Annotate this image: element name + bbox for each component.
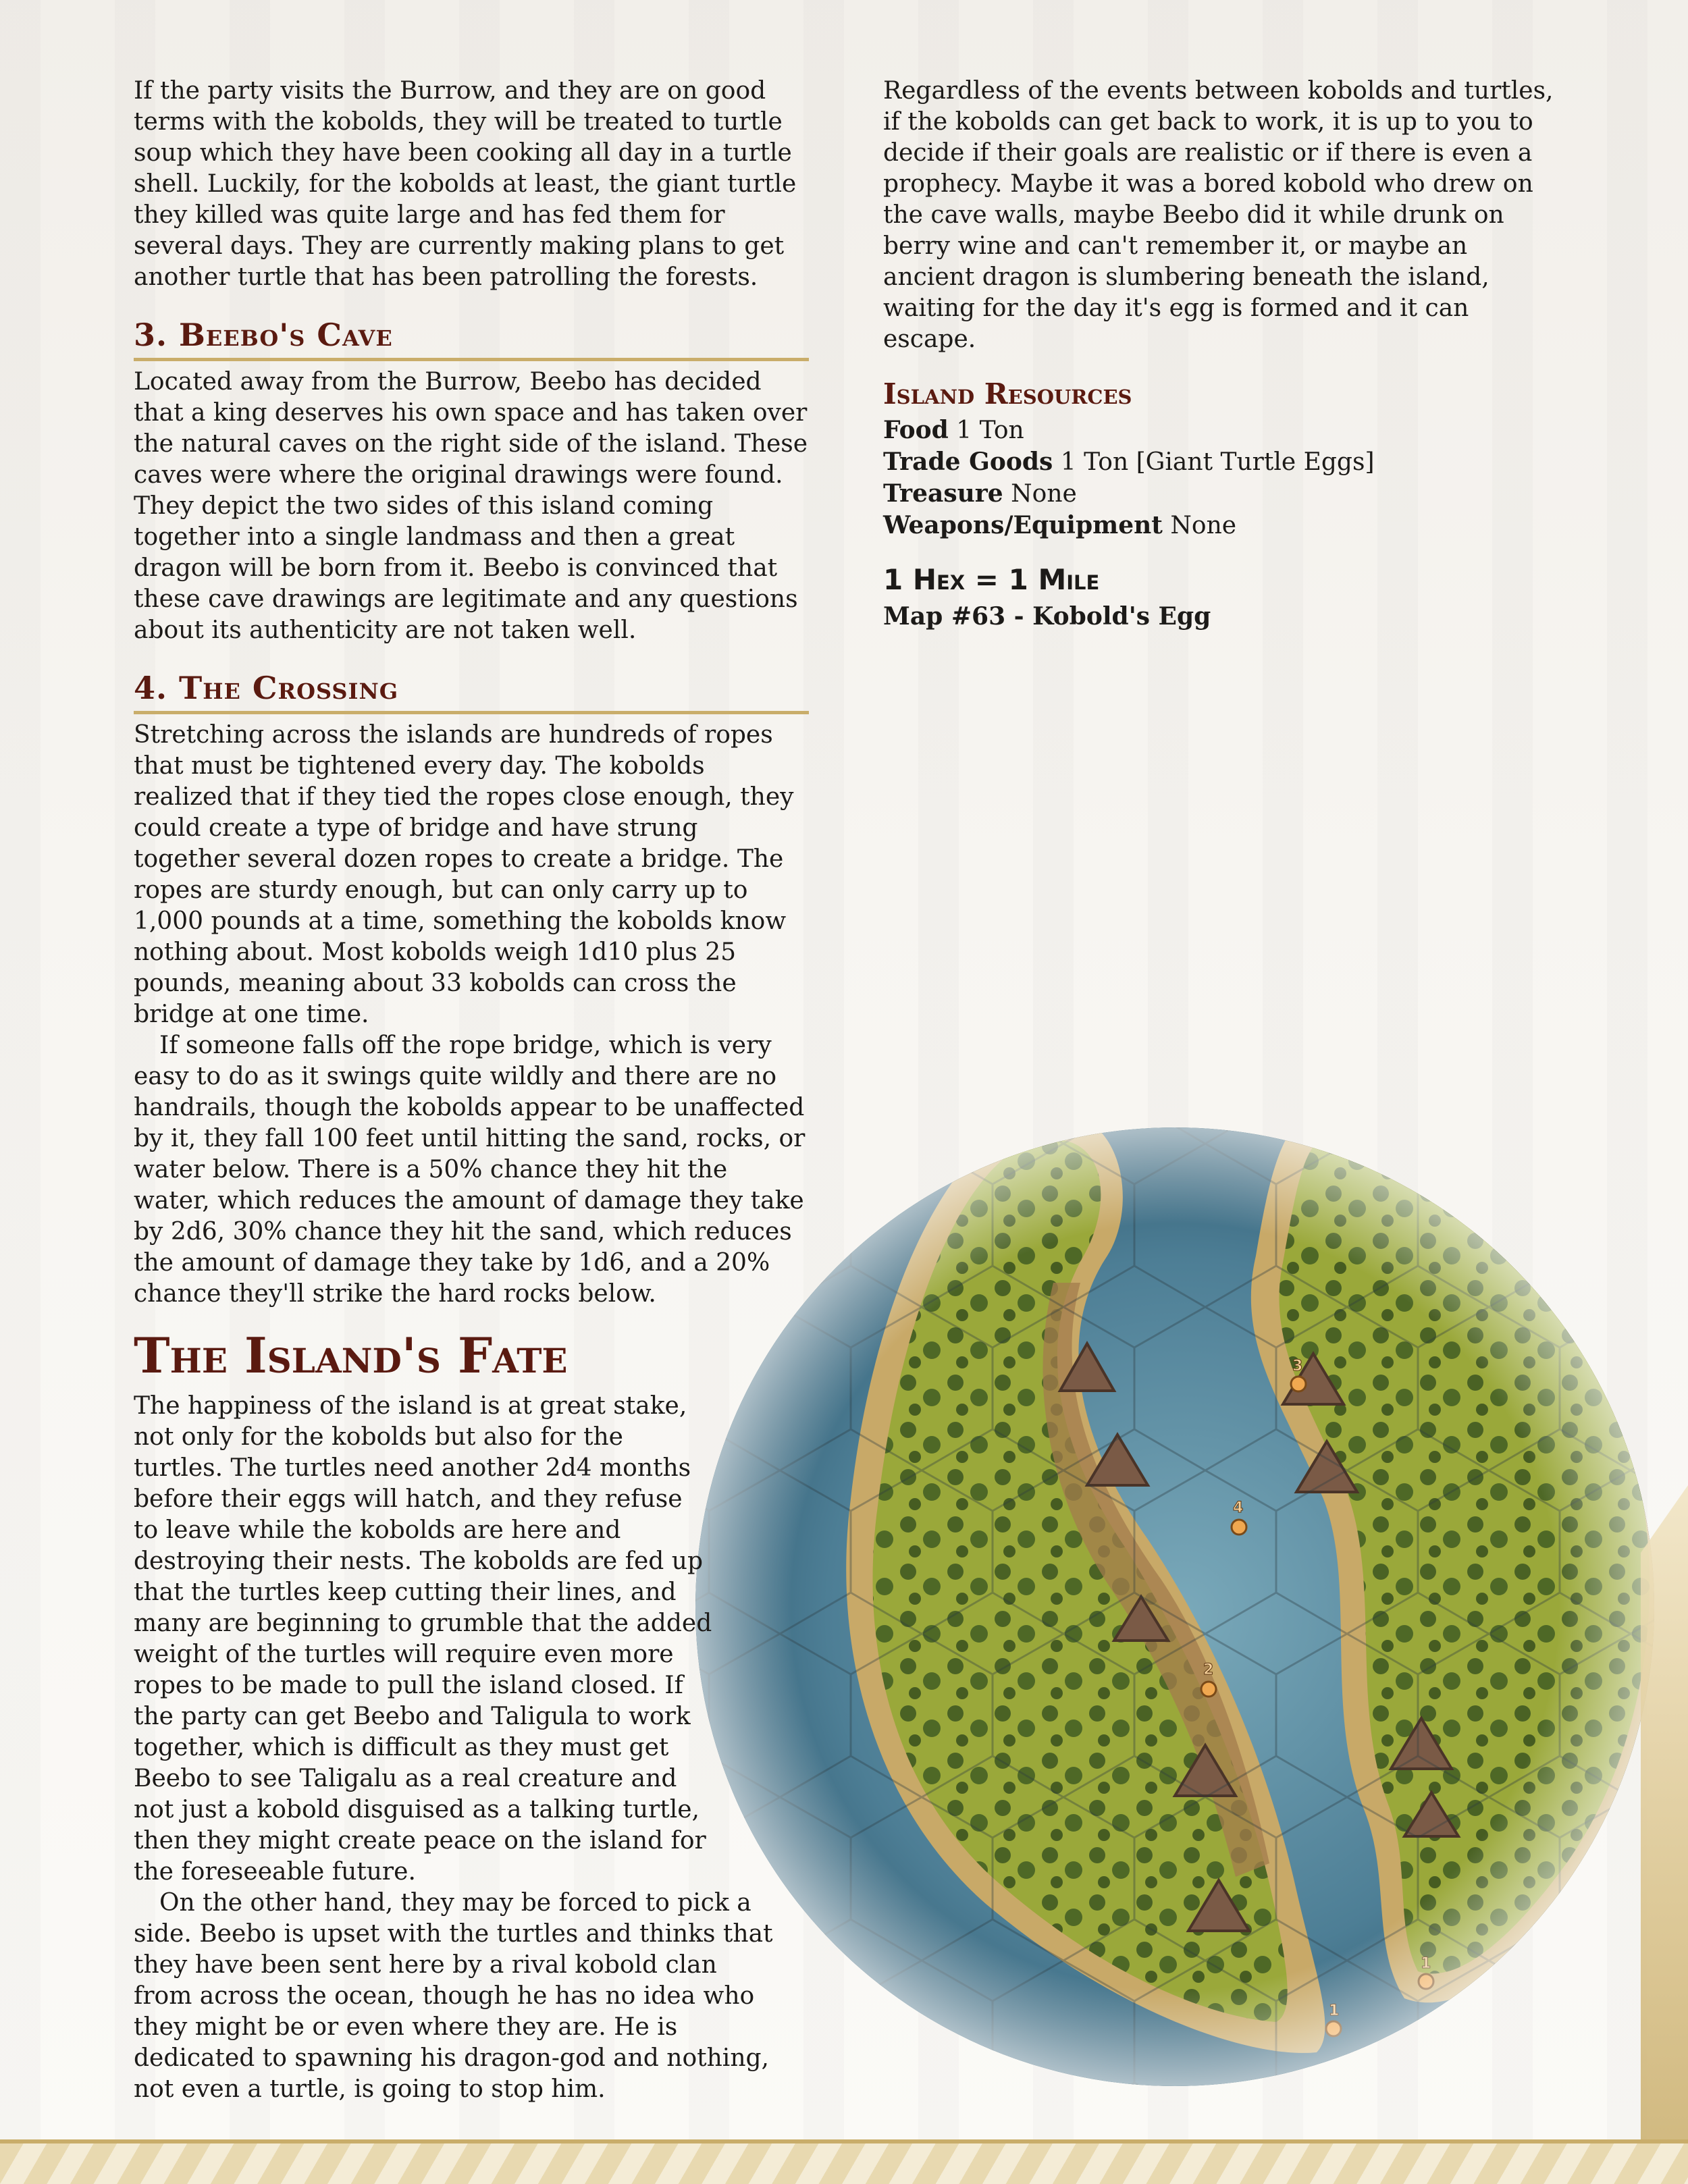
crossing-paragraph-1: Stretching across the islands are hundreds of ropes that must be tightened every day. The kobolds realized that if they tied the ropes close enough, they could create a type of bridge and have strung together several dozen ropes to create a bridge. The ropes are sturdy enough, but can only carry up to 1,000 pounds at a time, something the kobolds know nothing about. Most kobolds weigh 1d10 plus 25 pounds, meaning about 33 kobolds can cross the bridge at one time. xyxy=(134,721,794,1028)
resource-label: Trade Goods xyxy=(883,448,1053,476)
resource-label: Treasure xyxy=(883,479,1003,508)
resource-value: 1 Ton xyxy=(956,417,1024,444)
resource-row xyxy=(883,510,1558,541)
resource-label: Food xyxy=(883,416,949,444)
left-column xyxy=(134,76,809,2105)
burrow-intro-paragraph: If the party visits the Burrow, and they are on good terms with the kobolds, they will be treated to turtle soup which they have been cooking all day in a turtle shell. Luckily, for the kobolds at least, the giant turtle they killed was quite large and has fed them for several days. They are currently making plans to get another turtle that has been patrolling the forests. xyxy=(134,77,797,291)
resource-value: None xyxy=(1170,512,1237,539)
resources-list xyxy=(883,415,1558,541)
resource-value: None xyxy=(1011,480,1077,508)
resource-row xyxy=(883,446,1558,478)
resource-row xyxy=(883,415,1558,446)
resource-row xyxy=(883,478,1558,510)
crossing-paragraph-2: If someone falls off the rope bridge, which is very easy to do as it swings quite wildly and there are no handrails, though the kobolds appear to be unaffected by it, they fall 100 feet until hitting the sand, rocks, or water below. There is a 50% chance they hit the water, which reduces the amount of damage they take by 2d6, 30% chance they hit the sand, which reduces the amount of damage they take by 1d6, and a 20% chance they'll strike the hard rocks below. xyxy=(134,1032,806,1308)
island-resources-heading: Island Resources xyxy=(883,377,1132,410)
fate-paragraph-2: On the other hand, they may be forced to pick a side. Beebo is upset with the turtles and thinks that they have been sent here by a rival kobold clan from across the ocean, though he has no idea who they might be or even where they are. He is dedicated to spawning his dragon-god and nothing, not even a turtle, is going to stop him. xyxy=(134,1889,773,2103)
beebos-cave-heading: 3. Beebo's Cave xyxy=(134,316,809,361)
page-side-trim xyxy=(1641,1485,1688,2160)
map-scale-heading: 1 Hex = 1 Mile xyxy=(883,563,1100,596)
resource-value: 1 Ton [Giant Turtle Eggs] xyxy=(1060,448,1375,476)
prophecy-paragraph: Regardless of the events between kobolds and turtles, if the kobolds can get back to work, it is up to you to decide if their goals are realistic or if there is even a prophecy. Maybe it was a bored kobold who drew on the cave walls, maybe Beebo did it while drunk on berry wine and can't remember it, or maybe an ancient dragon is slumbering beneath the island, waiting for the day it's egg is formed and it can escape. xyxy=(883,77,1554,353)
fate-paragraph-1: The happiness of the island is at great stake, not only for the kobolds but also for the turtles. The turtles need another 2d4 months before their eggs will hatch, and they refuse to leave while the kobolds are here and destroying their nests. The kobolds are fed up that the turtles keep cutting their lines, and many are beginning to grumble that the added weight of the turtles will require even more ropes to be made to pull the island closed. If the party can get Beebo and Taligula to work together, which is difficult as they must get Beebo to see Taligalu as a real creature and not just a kobold disguised as a talking turtle, then they might create peace on the island for the foreseeable future. xyxy=(134,1392,712,1886)
page-footer-border xyxy=(0,2139,1688,2184)
islands-fate-heading: The Island's Fate xyxy=(134,1327,568,1384)
map-title: Map #63 - Kobold's Egg xyxy=(883,602,1211,631)
crossing-heading: 4. The Crossing xyxy=(134,669,809,714)
right-column xyxy=(883,76,1558,632)
beebos-cave-paragraph: Located away from the Burrow, Beebo has decided that a king deserves his own space and has taken over the natural caves on the right side of the island. These caves were where the original drawings were found. They depict the two sides of this island coming together into a single landmass and then a great dragon will be born from it. Beebo is convinced that these cave drawings are legitimate and any questions about its authenticity are not taken well. xyxy=(134,368,808,644)
resource-label: Weapons/Equipment xyxy=(883,511,1163,539)
